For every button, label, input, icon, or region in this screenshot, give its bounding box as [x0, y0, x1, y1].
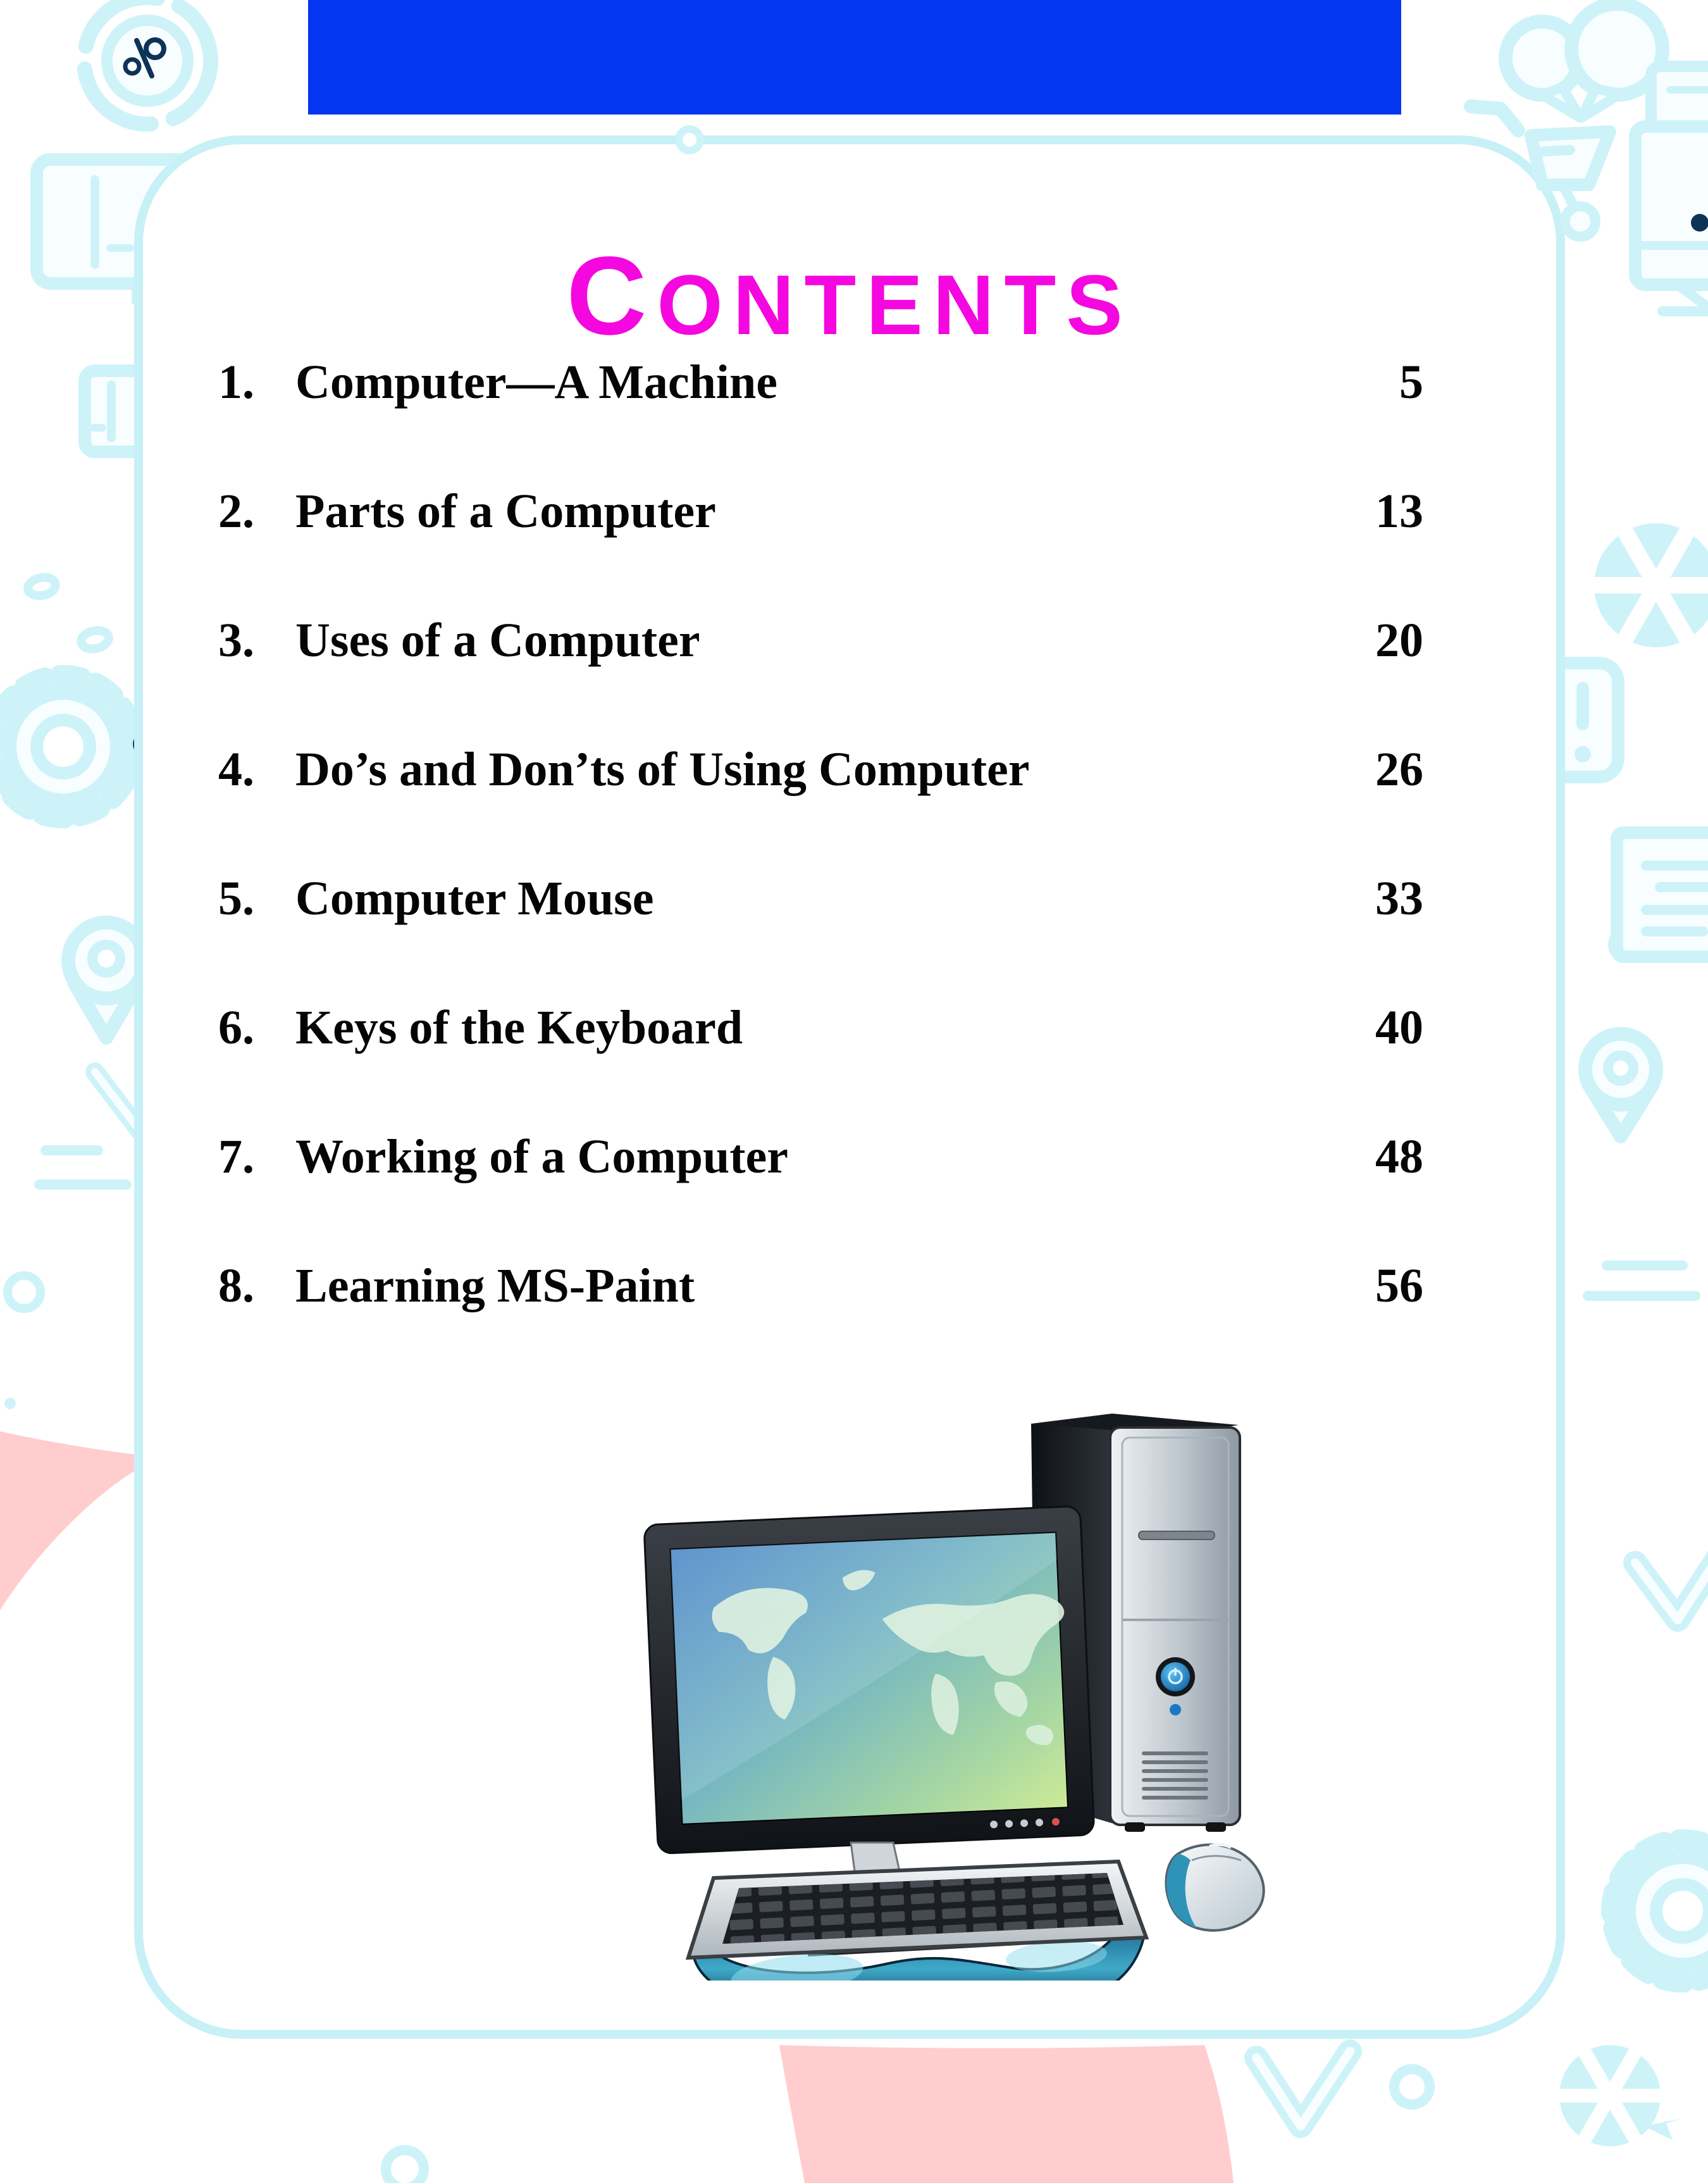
top-banner	[308, 0, 1401, 115]
toc-item-number: 7.	[218, 1129, 254, 1183]
toc-item-page: 26	[1375, 742, 1423, 796]
page-title-first-letter: C	[566, 234, 657, 358]
toc-item-label: Do’s and Don’ts of Using Computer	[295, 742, 1030, 796]
toc-item-page: 5	[1399, 355, 1423, 409]
toc-item-page: 48	[1375, 1129, 1423, 1183]
ring-on-border-icon	[679, 129, 700, 151]
toc-item-number: 8.	[218, 1259, 254, 1312]
toc-item-page: 40	[1375, 1000, 1423, 1054]
toc-item-number: 3.	[218, 613, 254, 667]
toc-item-number: 6.	[218, 1000, 254, 1054]
toc-item-label: Parts of a Computer	[295, 484, 716, 538]
toc-item-label: Keys of the Keyboard	[295, 1000, 743, 1054]
toc-item-number: 5.	[218, 871, 254, 925]
toc-item-number: 2.	[218, 484, 254, 538]
toc-item-label: Uses of a Computer	[295, 613, 700, 667]
shopping-cart-icon	[1471, 106, 1610, 237]
toc-item-page: 20	[1375, 613, 1423, 667]
toc-item-page: 33	[1375, 871, 1423, 925]
toc-item-page: 56	[1375, 1259, 1423, 1312]
toc-item-label: Computer—A Machine	[295, 355, 778, 409]
toc-item-page: 13	[1375, 484, 1423, 538]
page-title-rest: ONTENTS	[657, 258, 1133, 352]
toc-item-number: 1.	[218, 355, 254, 409]
toc-item-label: Learning MS-Paint	[295, 1259, 695, 1312]
toc-item-label: Computer Mouse	[295, 871, 654, 925]
toc-item-label: Working of a Computer	[295, 1129, 788, 1183]
toc-item-number: 4.	[218, 742, 254, 796]
